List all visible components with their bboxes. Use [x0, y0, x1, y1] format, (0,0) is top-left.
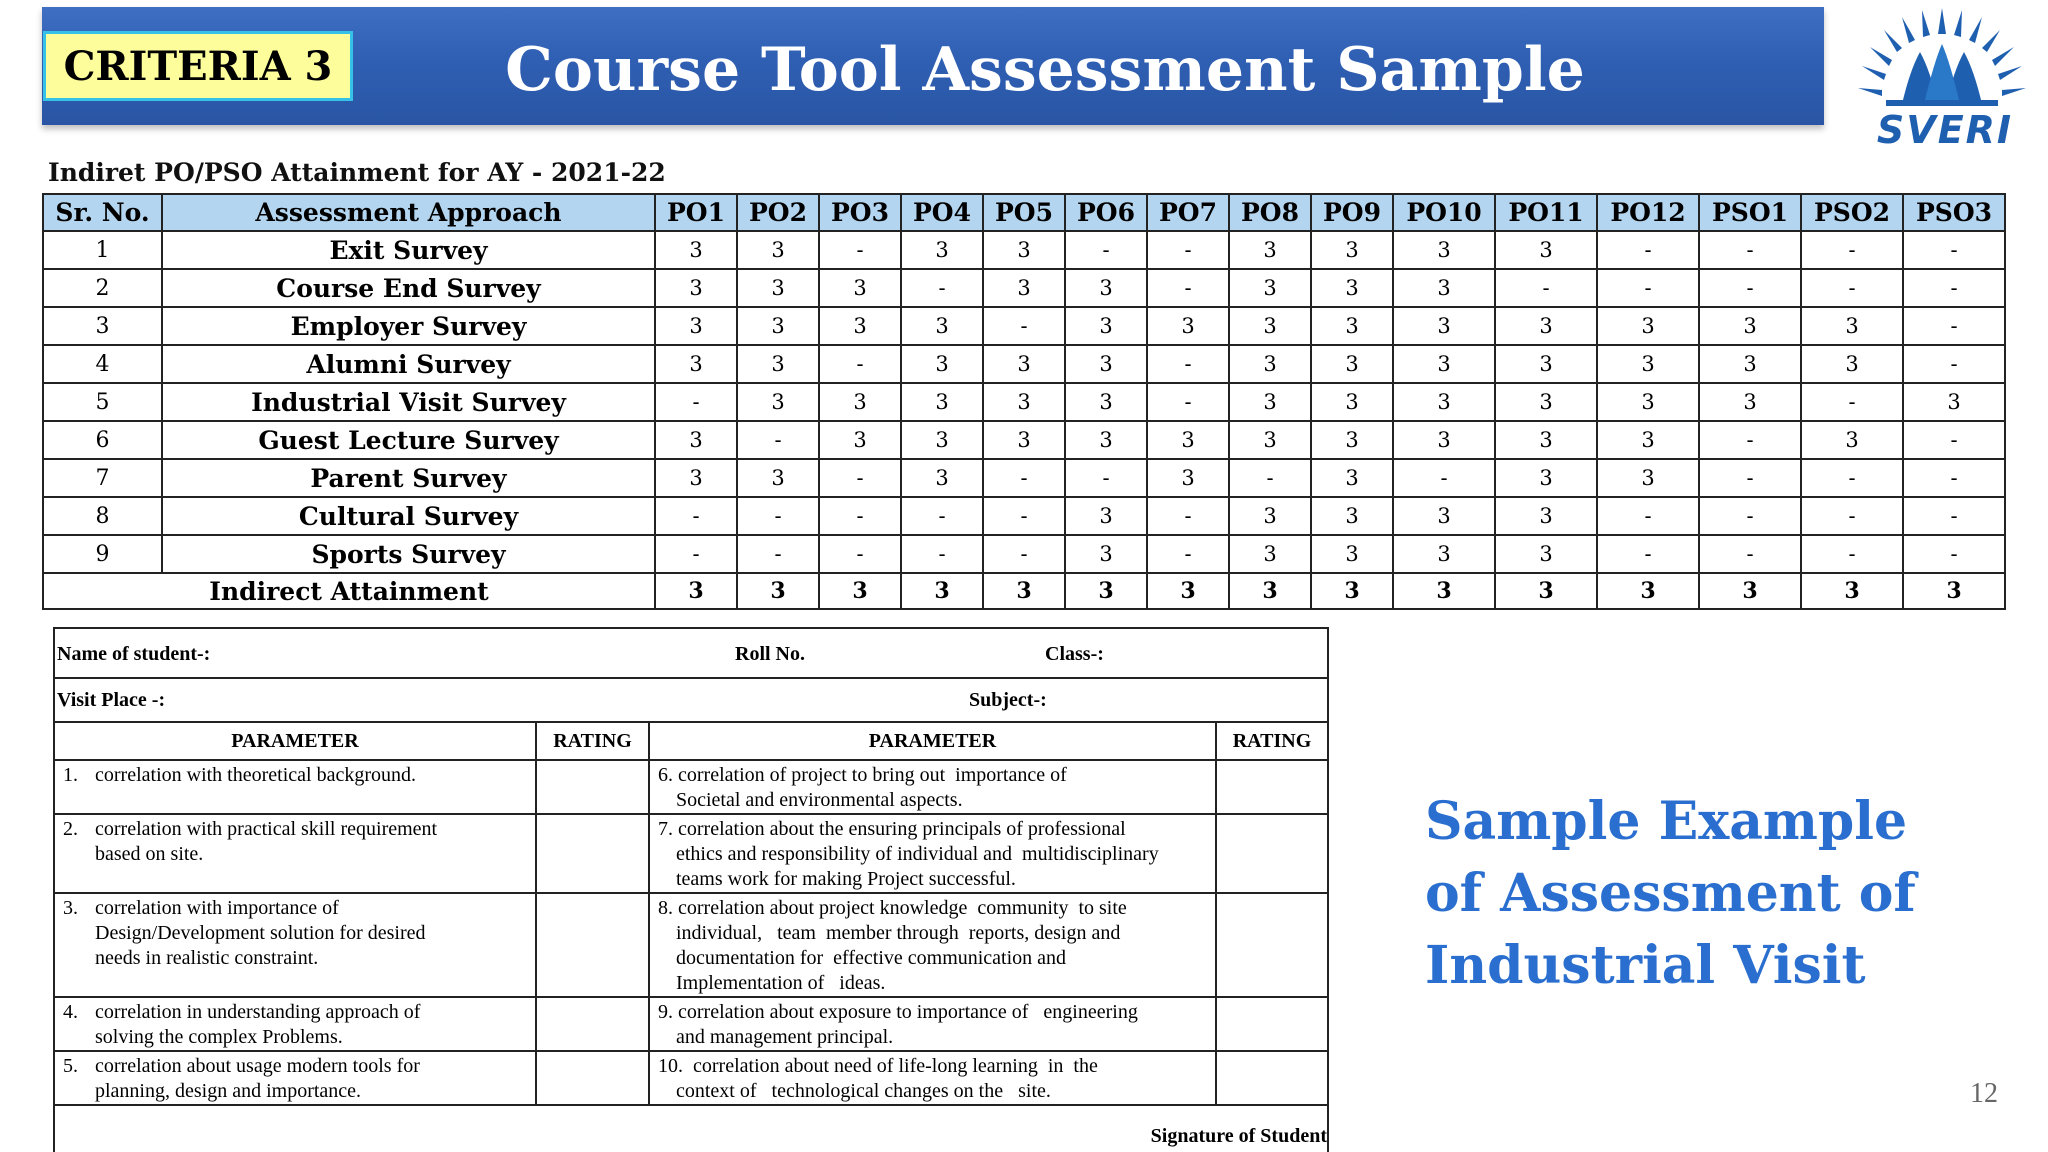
parameter-line: 6. correlation of project to bring out importance of	[658, 764, 1067, 786]
attainment-cell: 3	[983, 345, 1065, 383]
attainment-cell: -	[1597, 269, 1699, 307]
parameter-row	[55, 814, 1327, 893]
attainment-cell: 3	[901, 459, 983, 497]
attainment-cell: 3	[1311, 459, 1393, 497]
parameter-row	[55, 893, 1327, 997]
rating-cell[interactable]	[536, 760, 649, 814]
parameter-line: planning, design and importance.	[95, 1080, 362, 1102]
parameter-line: Societal and environmental aspects.	[676, 789, 963, 811]
attainment-cell: 3	[1495, 383, 1597, 421]
page-title: Course Tool Assessment Sample	[505, 35, 1585, 105]
attainment-cell: -	[901, 535, 983, 573]
table-row	[43, 421, 2005, 459]
attainment-cell: -	[655, 497, 737, 535]
total-value-cell: 3	[1147, 573, 1229, 609]
rating-cell[interactable]	[1216, 1051, 1327, 1105]
attainment-cell: 3	[1495, 459, 1597, 497]
attainment-cell: -	[1597, 535, 1699, 573]
subject-label: Subject-:	[969, 689, 1047, 711]
sr-no-cell: 4	[43, 345, 162, 383]
approach-cell: Parent Survey	[162, 459, 655, 497]
total-value-cell: 3	[1801, 573, 1903, 609]
approach-cell: Exit Survey	[162, 231, 655, 269]
caption-line: Industrial Visit	[1425, 935, 1866, 996]
attainment-cell: -	[1597, 497, 1699, 535]
column-header: PO4	[901, 194, 983, 231]
rating-header: RATING	[536, 723, 649, 760]
attainment-cell: -	[983, 535, 1065, 573]
attainment-cell: -	[1801, 383, 1903, 421]
total-value-cell: 3	[1229, 573, 1311, 609]
parameter-number: 1.	[63, 764, 78, 786]
attainment-cell: -	[1903, 307, 2005, 345]
parameter-cell	[55, 760, 536, 814]
total-value-cell: 3	[1597, 573, 1699, 609]
column-header: PO2	[737, 194, 819, 231]
column-header: PO5	[983, 194, 1065, 231]
attainment-cell: -	[1801, 231, 1903, 269]
attainment-cell: 3	[1495, 231, 1597, 269]
attainment-cell: -	[1147, 497, 1229, 535]
attainment-cell: 3	[737, 383, 819, 421]
rating-cell[interactable]	[536, 814, 649, 893]
attainment-cell: 3	[1393, 421, 1495, 459]
attainment-cell: -	[1801, 269, 1903, 307]
attainment-cell: 3	[1495, 345, 1597, 383]
attainment-cell: -	[1903, 269, 2005, 307]
parameter-text: correlation with practical skill requirement	[95, 818, 438, 840]
attainment-cell: 3	[655, 345, 737, 383]
parameter-table-body	[55, 760, 1327, 1152]
rating-cell[interactable]	[1216, 760, 1327, 814]
column-header: Assessment Approach	[162, 194, 655, 231]
class-label: Class-:	[1045, 643, 1104, 665]
po-table-body	[43, 231, 2005, 609]
approach-cell: Alumni Survey	[162, 345, 655, 383]
parameter-header: PARAMETER	[55, 723, 536, 760]
parameter-cell	[649, 1051, 1216, 1105]
attainment-cell: -	[655, 383, 737, 421]
attainment-cell: -	[1903, 421, 2005, 459]
caption-line: Sample Example	[1425, 791, 1908, 852]
attainment-cell: 3	[1229, 497, 1311, 535]
remarks-cell	[55, 1105, 1327, 1152]
parameter-line: needs in realistic constraint.	[95, 947, 319, 969]
total-value-cell: 3	[655, 573, 737, 609]
parameter-line	[63, 896, 529, 921]
attainment-cell: 3	[901, 421, 983, 459]
parameter-line	[63, 1000, 529, 1025]
attainment-cell: 3	[1597, 345, 1699, 383]
rating-cell[interactable]	[536, 1051, 649, 1105]
parameter-number: 3.	[63, 897, 78, 919]
column-header: PO1	[655, 194, 737, 231]
parameter-number: 4.	[63, 1001, 78, 1023]
attainment-cell: -	[1495, 269, 1597, 307]
parameter-text: correlation with importance of	[95, 897, 339, 919]
table-row	[43, 269, 2005, 307]
attainment-cell: 3	[1801, 345, 1903, 383]
visit-info-row	[55, 679, 1327, 723]
attainment-cell: 3	[983, 383, 1065, 421]
attainment-cell: 3	[1699, 307, 1801, 345]
parameter-number: 5.	[63, 1055, 78, 1077]
attainment-cell: -	[1903, 535, 2005, 573]
attainment-cell: -	[901, 269, 983, 307]
sr-no-cell: 3	[43, 307, 162, 345]
total-value-cell: 3	[901, 573, 983, 609]
approach-cell: Industrial Visit Survey	[162, 383, 655, 421]
table-row	[43, 307, 2005, 345]
attainment-cell: -	[1801, 535, 1903, 573]
sample-caption	[1425, 786, 1925, 1002]
total-value-cell: 3	[1903, 573, 2005, 609]
parameter-line: and management principal.	[676, 1026, 894, 1048]
attainment-cell: -	[1699, 459, 1801, 497]
total-value-cell: 3	[1495, 573, 1597, 609]
sr-no-cell: 7	[43, 459, 162, 497]
rating-header: RATING	[1216, 723, 1327, 760]
attainment-cell: 3	[1597, 459, 1699, 497]
parameter-row	[55, 760, 1327, 814]
attainment-cell: -	[1801, 497, 1903, 535]
industrial-visit-form	[53, 627, 1329, 1152]
parameter-line: 8. correlation about project knowledge community to site	[658, 897, 1127, 919]
attainment-cell: 3	[1311, 345, 1393, 383]
attainment-cell: -	[737, 421, 819, 459]
attainment-cell: -	[1699, 231, 1801, 269]
parameter-line: based on site.	[95, 843, 204, 865]
attainment-cell: -	[737, 535, 819, 573]
attainment-cell: -	[1147, 269, 1229, 307]
parameter-cell	[55, 997, 536, 1051]
attainment-cell: -	[1903, 231, 2005, 269]
parameter-line: individual, team member through reports, design and	[676, 922, 1121, 944]
attainment-cell: -	[1147, 383, 1229, 421]
approach-cell: Course End Survey	[162, 269, 655, 307]
parameter-header: PARAMETER	[649, 723, 1216, 760]
column-header: PO12	[1597, 194, 1699, 231]
parameter-cell	[55, 1051, 536, 1105]
column-header: PO10	[1393, 194, 1495, 231]
attainment-cell: 3	[1311, 421, 1393, 459]
attainment-cell: 3	[1495, 497, 1597, 535]
attainment-cell: -	[819, 345, 901, 383]
attainment-cell: 3	[1147, 421, 1229, 459]
sr-no-cell: 2	[43, 269, 162, 307]
approach-cell: Cultural Survey	[162, 497, 655, 535]
roll-no-label: Roll No.	[735, 643, 805, 665]
column-header: PO7	[1147, 194, 1229, 231]
attainment-cell: 3	[819, 307, 901, 345]
page-number: 12	[1970, 1078, 1998, 1109]
attainment-cell: 3	[1597, 421, 1699, 459]
attainment-cell: 3	[1311, 231, 1393, 269]
attainment-cell: 3	[655, 459, 737, 497]
attainment-cell: 3	[1311, 535, 1393, 573]
attainment-cell: 3	[1495, 421, 1597, 459]
total-label-cell: Indirect Attainment	[43, 573, 655, 609]
parameter-line: context of technological changes on the site.	[676, 1080, 1051, 1102]
attainment-cell: -	[901, 497, 983, 535]
attainment-cell: -	[819, 497, 901, 535]
attainment-cell: -	[1229, 459, 1311, 497]
attainment-cell: -	[1597, 231, 1699, 269]
attainment-cell: -	[655, 535, 737, 573]
column-header: PO8	[1229, 194, 1311, 231]
attainment-cell: 3	[901, 307, 983, 345]
parameter-number: 2.	[63, 818, 78, 840]
sr-no-cell: 8	[43, 497, 162, 535]
attainment-cell: 3	[1801, 307, 1903, 345]
attainment-cell: -	[1147, 345, 1229, 383]
attainment-cell: 3	[1229, 421, 1311, 459]
attainment-cell: 3	[1065, 421, 1147, 459]
attainment-cell: 3	[1229, 231, 1311, 269]
parameter-line: ethics and responsibility of individual and multidisciplinary	[676, 843, 1159, 865]
po-table-heading: Indiret PO/PSO Attainment for AY - 2021-22	[48, 158, 666, 187]
table-row	[43, 535, 2005, 573]
parameter-line	[63, 763, 529, 788]
sr-no-cell: 9	[43, 535, 162, 573]
column-header: PSO2	[1801, 194, 1903, 231]
attainment-cell: 3	[655, 269, 737, 307]
attainment-cell: 3	[655, 307, 737, 345]
attainment-cell: 3	[1311, 383, 1393, 421]
parameter-line: 7. correlation about the ensuring principals of professional	[658, 818, 1126, 840]
attainment-cell: 3	[1147, 459, 1229, 497]
attainment-cell: 3	[1065, 307, 1147, 345]
parameter-line: Implementation of ideas.	[676, 972, 886, 994]
attainment-cell: -	[983, 497, 1065, 535]
attainment-cell: 3	[737, 459, 819, 497]
attainment-cell: 3	[1065, 269, 1147, 307]
parameter-line	[63, 1054, 529, 1079]
parameter-cell	[55, 814, 536, 893]
attainment-cell: -	[1699, 497, 1801, 535]
attainment-cell: -	[1903, 459, 2005, 497]
attainment-cell: 3	[1393, 535, 1495, 573]
total-value-cell: 3	[1699, 573, 1801, 609]
caption-line: of Assessment of	[1425, 863, 1916, 924]
attainment-cell: -	[1699, 535, 1801, 573]
attainment-cell: 3	[1495, 307, 1597, 345]
attainment-cell: 3	[901, 345, 983, 383]
attainment-cell: 3	[1597, 383, 1699, 421]
attainment-cell: 3	[737, 345, 819, 383]
approach-cell: Employer Survey	[162, 307, 655, 345]
attainment-cell: -	[819, 535, 901, 573]
attainment-cell: 3	[1393, 307, 1495, 345]
parameter-row	[55, 997, 1327, 1051]
attainment-cell: -	[819, 231, 901, 269]
table-row	[43, 383, 2005, 421]
column-header: Sr. No.	[43, 194, 162, 231]
attainment-cell: 3	[1311, 307, 1393, 345]
attainment-cell: 3	[1393, 269, 1495, 307]
rating-cell[interactable]	[1216, 814, 1327, 893]
table-row	[43, 231, 2005, 269]
attainment-cell: 3	[1311, 269, 1393, 307]
attainment-cell: 3	[901, 231, 983, 269]
attainment-cell: 3	[1393, 345, 1495, 383]
attainment-cell: -	[1147, 231, 1229, 269]
parameter-cell	[649, 997, 1216, 1051]
attainment-cell: 3	[1065, 535, 1147, 573]
parameter-text: correlation in understanding approach of	[95, 1001, 421, 1023]
parameter-line: Design/Development solution for desired	[95, 922, 426, 944]
attainment-cell: 3	[655, 231, 737, 269]
attainment-cell: -	[983, 307, 1065, 345]
attainment-cell: 3	[1229, 307, 1311, 345]
parameter-line	[63, 817, 529, 842]
parameter-line: documentation for effective communication and	[676, 947, 1067, 969]
attainment-cell: 3	[655, 421, 737, 459]
total-row	[43, 573, 2005, 609]
column-header: PO3	[819, 194, 901, 231]
attainment-cell: 3	[1393, 497, 1495, 535]
table-row	[43, 497, 2005, 535]
visit-place-label: Visit Place -:	[57, 689, 166, 711]
po-attainment-table	[42, 193, 2006, 610]
attainment-cell: -	[1801, 459, 1903, 497]
attainment-cell: 3	[1229, 345, 1311, 383]
attainment-cell: 3	[1903, 383, 2005, 421]
attainment-cell: 3	[1393, 231, 1495, 269]
column-header: PO6	[1065, 194, 1147, 231]
signature-label: Signature of Student	[1150, 1125, 1327, 1147]
attainment-cell: -	[1065, 459, 1147, 497]
logo-text: SVERI	[1876, 108, 2014, 152]
parameter-cell	[649, 814, 1216, 893]
attainment-cell: -	[1699, 269, 1801, 307]
column-header: PSO3	[1903, 194, 2005, 231]
attainment-cell: -	[737, 497, 819, 535]
attainment-cell: 3	[1801, 421, 1903, 459]
attainment-cell: -	[819, 459, 901, 497]
table-header-row	[43, 194, 2005, 231]
parameter-table	[55, 723, 1327, 1152]
sr-no-cell: 5	[43, 383, 162, 421]
attainment-cell: 3	[1229, 383, 1311, 421]
attainment-cell: 3	[1311, 497, 1393, 535]
criteria-badge: CRITERIA 3	[43, 31, 353, 101]
rating-cell[interactable]	[536, 893, 649, 997]
parameter-line: 9. correlation about exposure to importance of engineering	[658, 1001, 1138, 1023]
parameter-header-row	[55, 723, 1327, 760]
sr-no-cell: 1	[43, 231, 162, 269]
attainment-cell: -	[1065, 231, 1147, 269]
attainment-cell: 3	[1147, 307, 1229, 345]
parameter-line: teams work for making Project successful.	[676, 868, 1016, 890]
total-value-cell: 3	[819, 573, 901, 609]
attainment-cell: 3	[819, 421, 901, 459]
attainment-cell: -	[1903, 345, 2005, 383]
attainment-cell: 3	[819, 383, 901, 421]
attainment-cell: 3	[901, 383, 983, 421]
attainment-cell: 3	[983, 421, 1065, 459]
parameter-cell	[649, 760, 1216, 814]
attainment-cell: 3	[1699, 383, 1801, 421]
attainment-cell: 3	[1229, 269, 1311, 307]
student-info-row	[55, 629, 1327, 679]
attainment-cell: 3	[1699, 345, 1801, 383]
parameter-line: solving the complex Problems.	[95, 1026, 343, 1048]
column-header: PO11	[1495, 194, 1597, 231]
total-value-cell: 3	[1311, 573, 1393, 609]
attainment-cell: 3	[1597, 307, 1699, 345]
approach-cell: Guest Lecture Survey	[162, 421, 655, 459]
approach-cell: Sports Survey	[162, 535, 655, 573]
column-header: PO9	[1311, 194, 1393, 231]
rating-cell[interactable]	[1216, 997, 1327, 1051]
total-value-cell: 3	[737, 573, 819, 609]
table-row	[43, 459, 2005, 497]
parameter-line: 10. correlation about need of life-long learning in the	[658, 1055, 1098, 1077]
rating-cell[interactable]	[1216, 893, 1327, 997]
total-value-cell: 3	[1065, 573, 1147, 609]
attainment-cell: -	[983, 459, 1065, 497]
attainment-cell: 3	[1229, 535, 1311, 573]
parameter-cell	[55, 893, 536, 997]
attainment-cell: 3	[1065, 497, 1147, 535]
student-name-label: Name of student-:	[57, 643, 211, 665]
attainment-cell: 3	[737, 269, 819, 307]
table-row	[43, 345, 2005, 383]
attainment-cell: 3	[983, 231, 1065, 269]
attainment-cell: -	[1903, 497, 2005, 535]
total-value-cell: 3	[983, 573, 1065, 609]
attainment-cell: -	[1147, 535, 1229, 573]
attainment-cell: 3	[737, 231, 819, 269]
remarks-row	[55, 1105, 1327, 1152]
attainment-cell: 3	[1495, 535, 1597, 573]
parameter-text: correlation with theoretical background.	[95, 764, 416, 786]
sr-no-cell: 6	[43, 421, 162, 459]
attainment-cell: -	[1393, 459, 1495, 497]
attainment-cell: 3	[819, 269, 901, 307]
parameter-text: correlation about usage modern tools for	[95, 1055, 420, 1077]
column-header: PSO1	[1699, 194, 1801, 231]
attainment-cell: 3	[1065, 383, 1147, 421]
attainment-cell: -	[1699, 421, 1801, 459]
attainment-cell: 3	[737, 307, 819, 345]
attainment-cell: 3	[1393, 383, 1495, 421]
parameter-cell	[649, 893, 1216, 997]
attainment-cell: 3	[1065, 345, 1147, 383]
rating-cell[interactable]	[536, 997, 649, 1051]
attainment-cell: 3	[983, 269, 1065, 307]
total-value-cell: 3	[1393, 573, 1495, 609]
parameter-row	[55, 1051, 1327, 1105]
